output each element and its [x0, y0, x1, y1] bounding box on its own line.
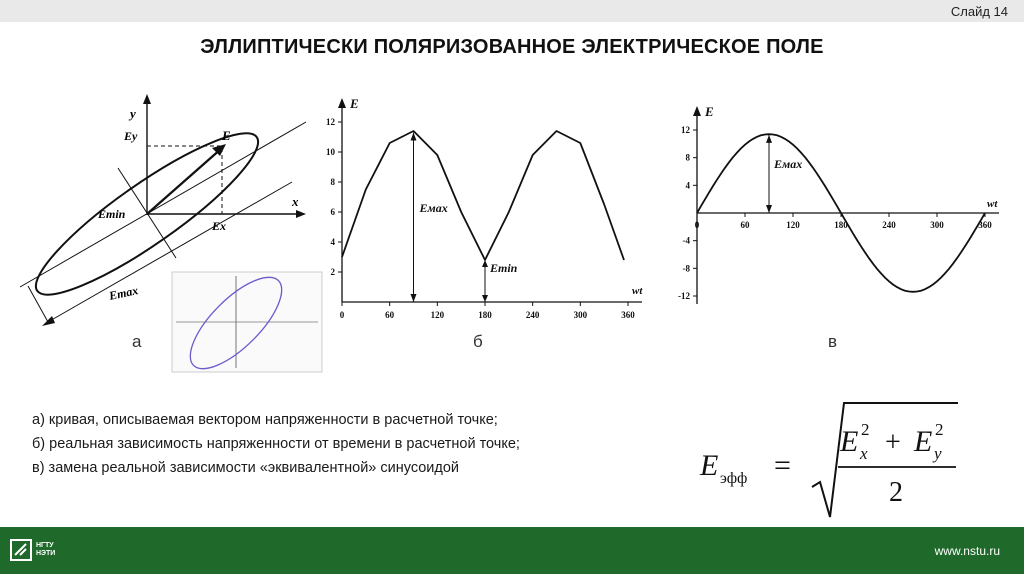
y-tick-label: 6 — [330, 207, 335, 217]
effective-field-formula — [680, 395, 980, 525]
label-emin: Emin — [98, 207, 126, 221]
y-tick-label: 2 — [330, 267, 335, 277]
e-vector — [147, 148, 222, 214]
x-tick-label: 300 — [930, 220, 944, 230]
captions — [32, 408, 520, 480]
formula-ey-sup: 2 — [935, 420, 944, 439]
emax-arrow-start — [42, 316, 55, 326]
logo-line1: НГТУ — [36, 542, 54, 549]
x-tick-label: 240 — [882, 220, 896, 230]
label-e: E — [222, 128, 231, 143]
emax-arrowhead-bottom — [411, 294, 417, 302]
formula-ex-sub: x — [860, 444, 868, 463]
figure-a — [0, 90, 330, 370]
emin-annotation: Emin — [490, 261, 518, 275]
logo-icon — [10, 539, 32, 561]
formula-lhs: E — [700, 449, 719, 482]
emin-arrowhead-bottom — [482, 295, 488, 302]
series-line — [342, 131, 624, 260]
figure-b-chart — [318, 92, 658, 352]
y-arrow — [693, 106, 701, 116]
y-arrow — [338, 98, 346, 108]
y-tick-label: 8 — [330, 177, 335, 187]
y-tick-label: 8 — [685, 152, 690, 163]
y-tick-label: 4 — [685, 180, 690, 191]
label-emax: Emax — [107, 283, 140, 303]
emax-annotation: Eмах — [774, 157, 803, 172]
nstu-logo[interactable] — [10, 537, 55, 563]
emax-arrowhead-top — [766, 135, 772, 143]
formula-ey-sub: y — [934, 444, 942, 463]
x-tick-label: 180 — [834, 220, 848, 230]
emax-annotation: Eмах — [419, 201, 448, 215]
figure-b-label: б — [473, 332, 483, 351]
formula-ex-sup: 2 — [861, 420, 870, 439]
caption-a: а) кривая, описываемая вектором напряженности в расчетной точке; — [32, 412, 498, 428]
y-tick-label: 10 — [326, 147, 335, 157]
label-ex: Ex — [212, 219, 227, 233]
formula-ey: E — [914, 425, 933, 458]
x-tick-label: 300 — [573, 310, 588, 320]
emax-arrowhead-bottom — [766, 205, 772, 213]
label-y: y — [130, 106, 136, 121]
formula-ex: E — [840, 425, 859, 458]
x-tick-label: 360 — [978, 220, 992, 230]
x-tick-label: 360 — [621, 310, 635, 320]
x-tick-label: 0 — [339, 310, 345, 320]
caption-b: б) реальная зависимость напряженности от времени в расчетной точке; — [32, 436, 520, 452]
caption-c: в) замена реальной зависимости «эквивалентной» синусоидой — [32, 460, 460, 476]
footer-bar — [0, 527, 1024, 574]
y-tick-label: -8 — [682, 263, 690, 274]
formula-denominator: 2 — [889, 477, 903, 508]
y-tick-label: -12 — [678, 291, 690, 301]
formula-equals: = — [774, 449, 791, 482]
footer-url-link[interactable]: www.nstu.ru — [934, 544, 1000, 558]
label-x: x — [292, 194, 299, 209]
y-axis-label: E — [705, 104, 714, 119]
major-axis-line — [20, 122, 306, 287]
slide-number: Слайд 14 — [950, 4, 1008, 19]
logo-line2: НЭТИ — [36, 550, 56, 557]
x-tick-label: 180 — [478, 310, 492, 320]
label-ey: Ey — [124, 129, 138, 143]
formula-lhs-sub: эфф — [720, 470, 748, 487]
y-axis-label: E — [350, 96, 359, 111]
inset-plot — [172, 264, 322, 383]
x-tick-label: 60 — [740, 220, 750, 230]
emin-arrowhead-top — [482, 260, 488, 267]
slide-title: ЭЛЛИПТИЧЕСКИ ПОЛЯРИЗОВАННОЕ ЭЛЕКТРИЧЕСКОЕ ПОЛЕ — [200, 36, 824, 58]
x-tick-label: 0 — [694, 220, 700, 230]
y-arrow — [143, 94, 151, 104]
figure-c-chart — [670, 100, 1020, 350]
x-tick-label: 120 — [786, 220, 800, 230]
top-bar — [0, 0, 1024, 22]
y-tick-label: 12 — [681, 125, 690, 135]
formula-plus: + — [885, 427, 901, 458]
x-axis-label: wt — [987, 198, 998, 210]
x-arrow — [296, 210, 306, 218]
x-tick-label: 240 — [525, 310, 540, 320]
x-axis-label: wt — [632, 285, 643, 297]
y-tick-label: 12 — [326, 117, 335, 127]
y-tick-label: 4 — [330, 237, 335, 247]
figure-a-label: а — [132, 332, 142, 351]
x-tick-label: 60 — [385, 310, 395, 320]
figure-c-label: в — [828, 332, 838, 351]
x-tick-label: 120 — [430, 310, 445, 320]
y-tick-label: -4 — [682, 235, 690, 246]
